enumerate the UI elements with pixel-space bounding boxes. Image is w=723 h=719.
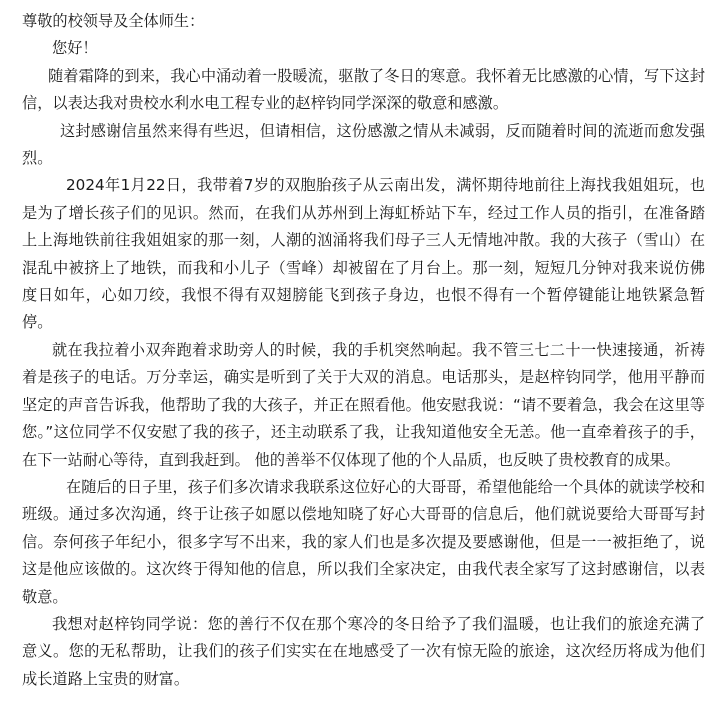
paragraph-closing-message: 我想对赵梓钧同学说：您的善行不仅在那个寒冷的冬日给予了我们温暖，也让我们的旅途充满了意义。您的无私帮助，让我们的孩子们实实在在地感受了一次有惊无险的旅途，这次经历将成为他们成长道路上宝贵的财富。 bbox=[22, 614, 705, 688]
paragraph-late-thanks: 这封感谢信虽然来得有些迟，但请相信，这份感激之情从未减弱，反而随着时间的流逝而愈发强烈。 bbox=[22, 121, 705, 168]
paragraph-follow-up: 在随后的日子里，孩子们多次请求我联系这位好心的大哥哥，希望他能给一个具体的就读学校和班级。通过多次沟通，终于让孩子如愿以偿地知晓了好心大哥哥的信息后，他们就说要给大哥哥写封信。奈何孩子年纪小，很多字写不出来，我的家人们也是多次提及要感谢他，但是一一被拒绝了，说这是他应该做的。这次终于得知他的信息，所以我们全家决定，由我代表全家写了这封感谢信，以表敬意。 bbox=[22, 477, 705, 606]
paragraph-opening: 随着霜降的到来，我心中涌动着一股暖流，驱散了冬日的寒意。我怀着无比感激的心情，写下这封信，以表达我对贵校水利水电工程专业的赵梓钧同学深深的敬意和感激。 bbox=[22, 66, 705, 113]
paragraph-phone-call: 就在我拉着小双奔跑着求助旁人的时候，我的手机突然响起。我不管三七二十一快速接通，祈祷着是孩子的电话。万分幸运，确实是听到了关于大双的消息。电话那头，是赵梓钧同学，他用平静而坚定的声音告诉我，他帮助了我的大孩子，并正在照看他。他安慰我说：“请不要着急，我会在这里等您。”这位同学不仅安慰了我的孩子，还主动联系了我，让我知道他安全无恙。他一直牵着孩子的手，在下一站耐心等待，直到我赶到。 他的善举不仅体现了他的个人品质，也反映了贵校教育的成果。 bbox=[22, 340, 705, 469]
letter-greeting: 您好！ bbox=[52, 39, 98, 58]
paragraph-incident: 2024年1月22日，我带着7岁的双胞胎孩子从云南出发，满怀期待地前往上海找我姐姐玩，也是为了增长孩子们的见识。然而，在我们从苏州到上海虹桥站下车，经过工作人员的指引，在准备踏上上海地铁前往我姐姐家的那一刻，人潮的汹涌将我们母子三人无情地冲散。我的大孩子（雪山）在混乱中被挤上了地铁，而我和小儿子（雪峰）却被留在了月台上。那一刻，短短几分钟对我来说仿佛度日如年，心如刀绞，我恨不得有双翅膀能飞到孩子身边，也恨不得有一个暂停键能让地铁紧急暂停。 bbox=[22, 176, 705, 332]
letter-salutation: 尊敬的校领导及全体师生： bbox=[22, 12, 205, 30]
